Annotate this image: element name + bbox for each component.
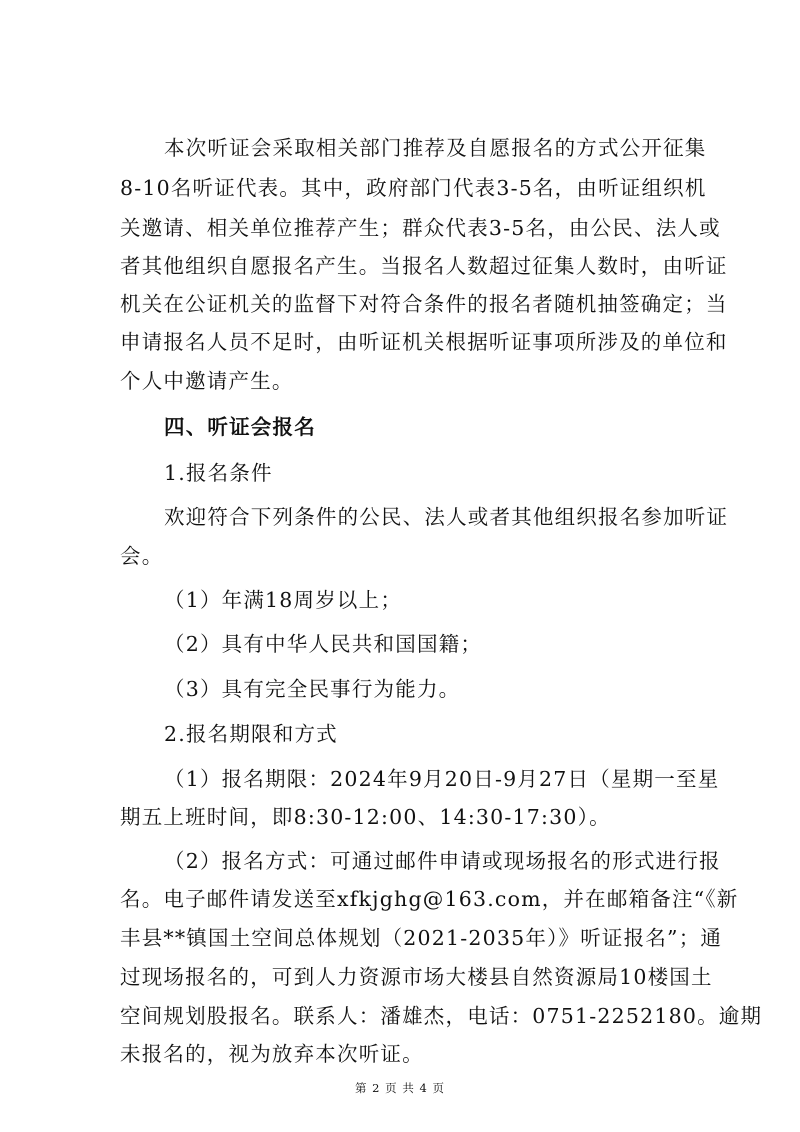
paragraph-line: 名。电子邮件请发送至xfkjghg@163.com，并在邮箱备注“《新: [120, 887, 739, 911]
paragraph-line: 欢迎符合下列条件的公民、法人或者其他组织报名参加听证: [164, 505, 729, 529]
paragraph-line: 机关在公证机关的监督下对符合条件的报名者随机抽签确定；当: [120, 292, 728, 316]
paragraph-line: 个人中邀请产生。: [120, 369, 294, 393]
paragraph-line: 空间规划股报名。联系人：潘雄杰，电话：0751-2252180。逾期: [120, 1004, 763, 1028]
list-item: （1）年满18周岁以上；: [164, 588, 403, 612]
paragraph-line: 期五上班时间，即8:30-12:00、14:30-17:30）。: [120, 805, 611, 829]
page-number: 第 2 页 共 4 页: [355, 1081, 445, 1095]
paragraph-line: 过现场报名的，可到人力资源市场大楼县自然资源局10楼国土: [120, 965, 713, 989]
paragraph-line: 本次听证会采取相关部门推荐及自愿报名的方式公开征集: [164, 136, 707, 160]
paragraph-line: 申请报名人员不足时，由听证机关根据听证事项所涉及的单位和: [120, 330, 728, 354]
list-item: （3）具有完全民事行为能力。: [164, 677, 461, 701]
list-item: （2）具有中华人民共和国国籍；: [164, 632, 483, 656]
subsection-heading: 1.报名条件: [164, 461, 273, 485]
paragraph-line: 关邀请、相关单位推荐产生；群众代表3-5名，由公民、法人或: [120, 216, 721, 240]
paragraph-line: （2）报名方式：可通过邮件申请或现场报名的形式进行报: [164, 849, 721, 873]
paragraph-line: 会。: [120, 544, 164, 568]
subsection-heading: 2.报名期限和方式: [164, 722, 338, 746]
paragraph-line: 丰县**镇国土空间总体规划（2021-2035年）》听证报名”；通: [120, 926, 723, 950]
paragraph-line: 未报名的，视为放弃本次听证。: [120, 1042, 424, 1066]
paragraph-line: 8-10名听证代表。其中，政府部门代表3-5名，由听证组织机: [120, 176, 707, 200]
paragraph-line: 者其他组织自愿报名产生。当报名人数超过征集人数时，由听证: [120, 254, 728, 278]
paragraph-line: （1）报名期限：2024年9月20日-9月27日（星期一至星: [164, 767, 720, 791]
section-heading: 四、听证会报名: [164, 415, 316, 439]
